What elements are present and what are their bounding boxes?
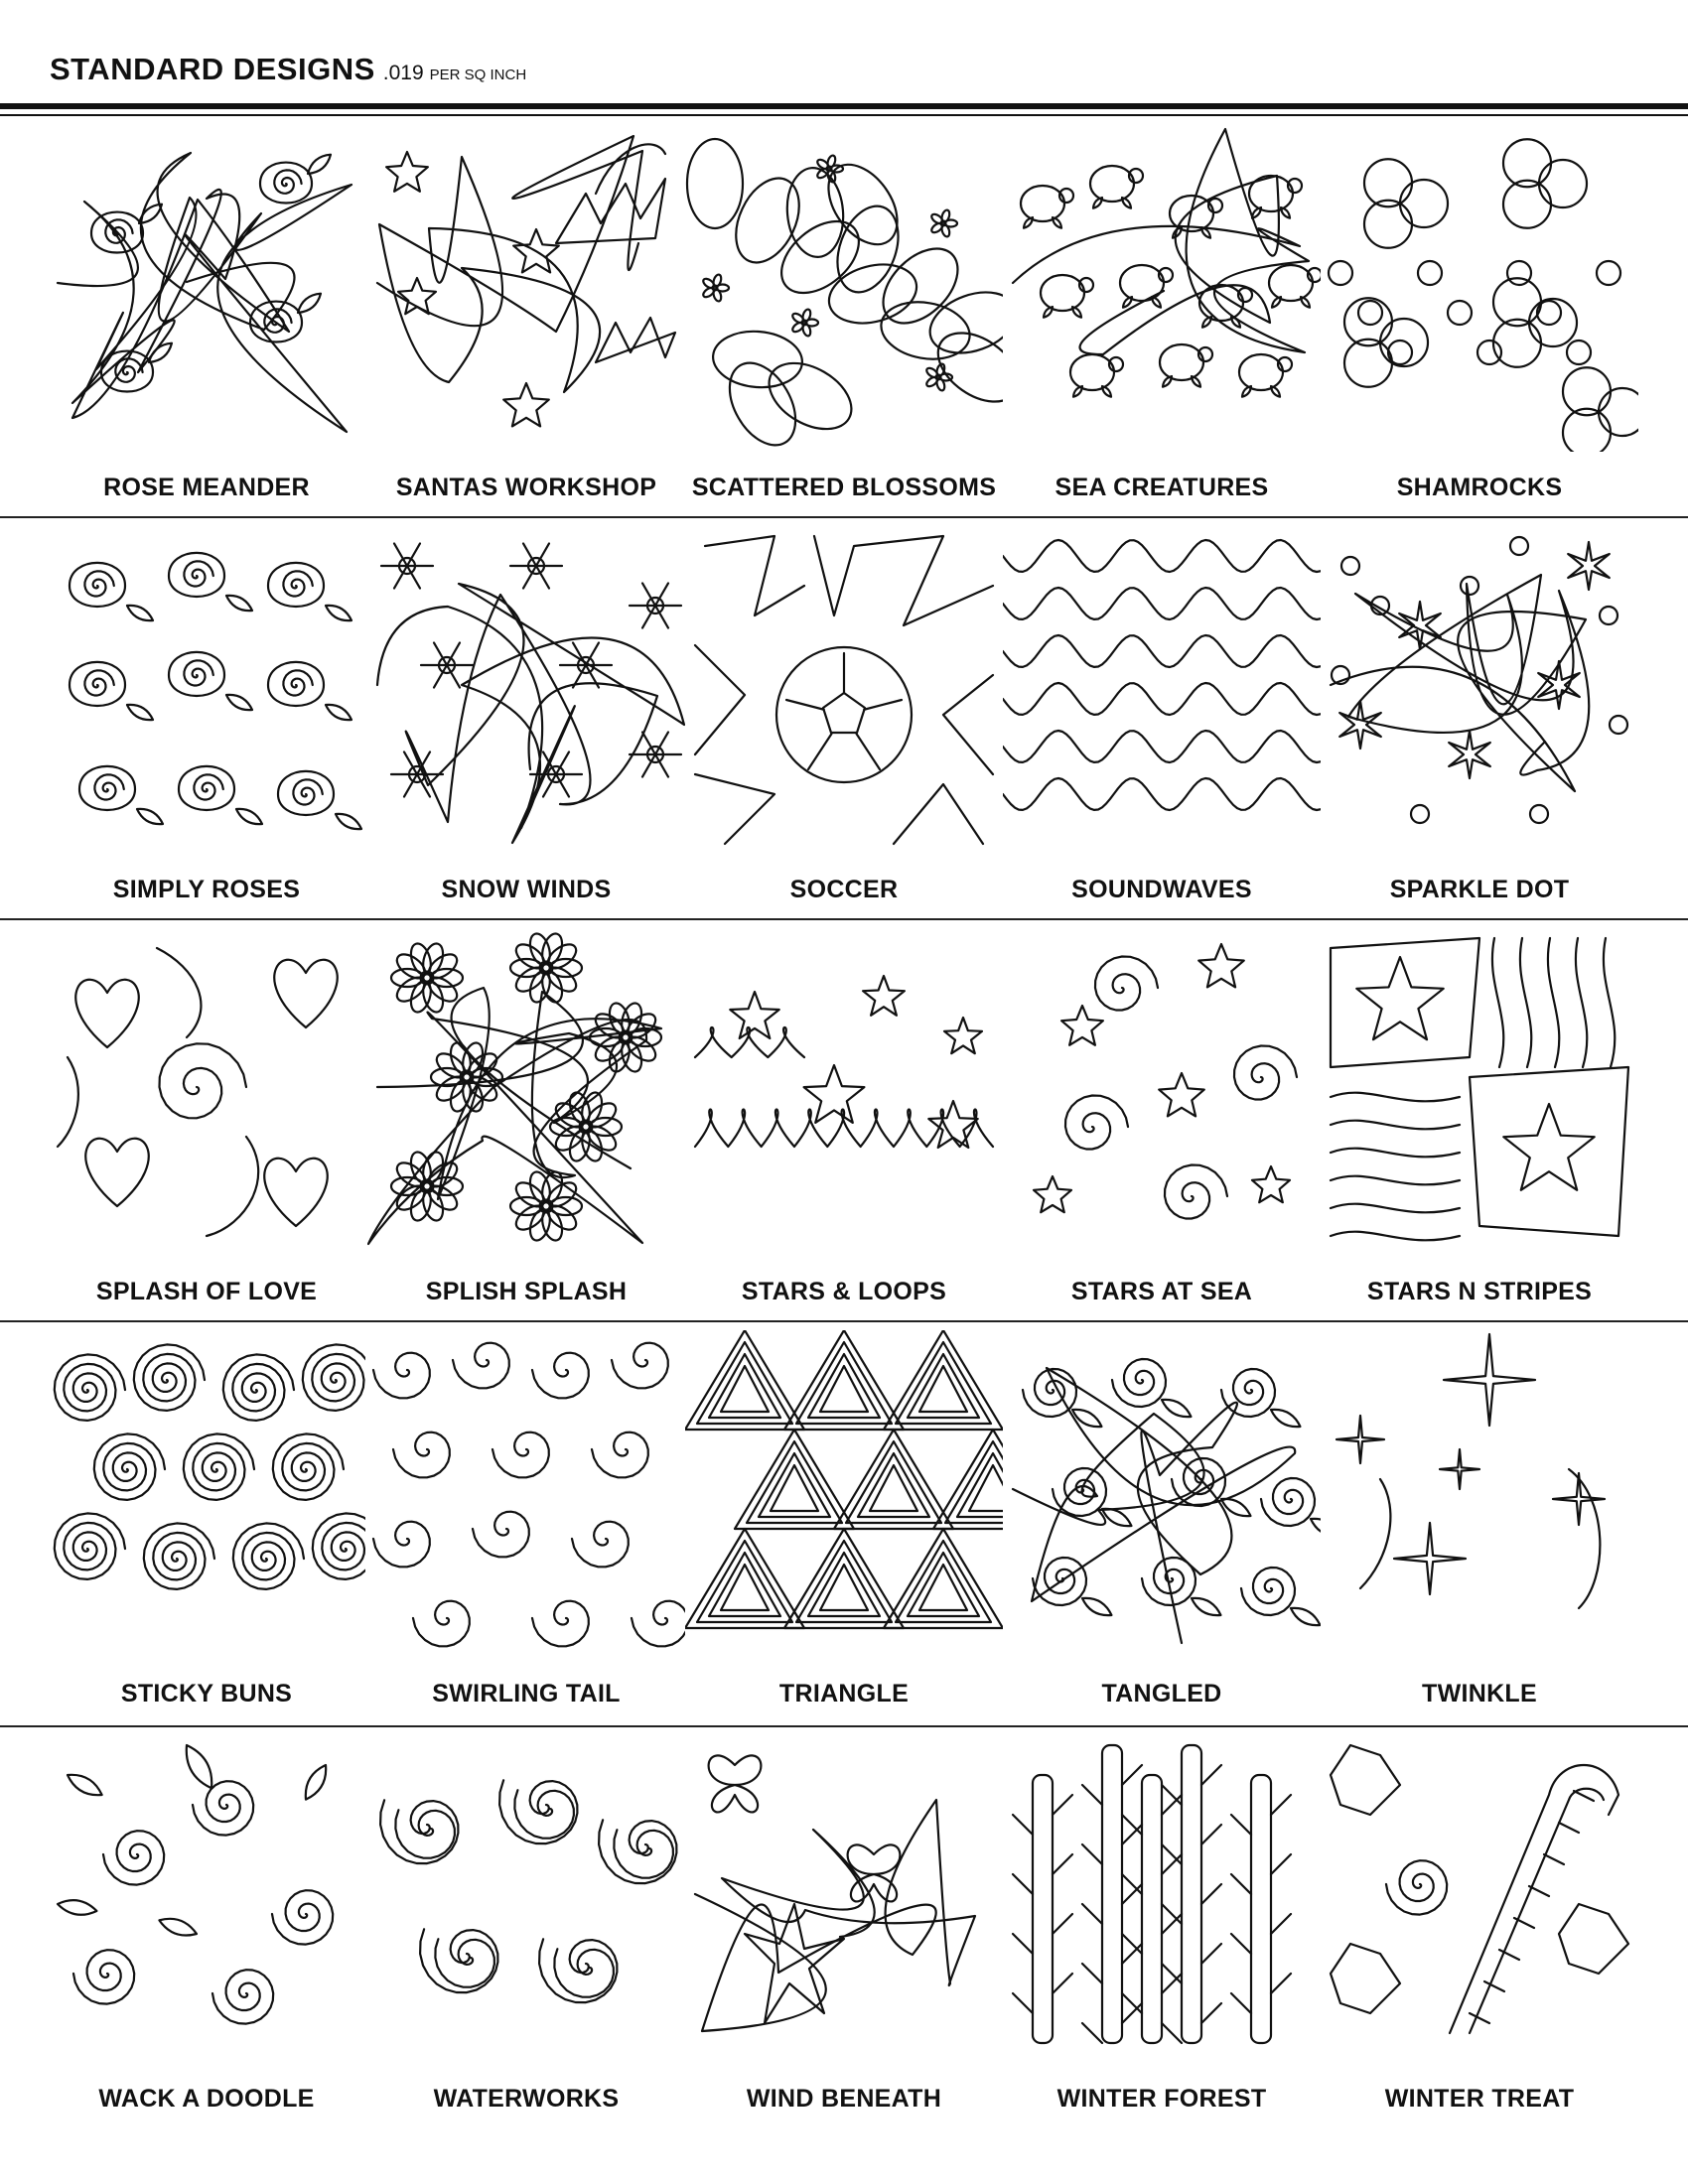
rose-meander-pattern-icon (48, 124, 365, 452)
design-name: SEA CREATURES (1055, 474, 1269, 501)
design-tile (48, 1735, 365, 2113)
design-name: SPLASH OF LOVE (95, 1278, 318, 1305)
splish-splash-pattern-icon (367, 928, 685, 1256)
design-name: SIMPLY ROSES (112, 876, 301, 903)
design-tile (1321, 526, 1638, 903)
design-tile (1321, 1735, 1638, 2113)
winter-forest-pattern-icon (1003, 1735, 1321, 2063)
row-separator (0, 1320, 1688, 1322)
page-header (50, 52, 526, 101)
design-tile (367, 124, 685, 501)
design-tile (685, 124, 1003, 501)
design-name: SOUNDWAVES (1071, 876, 1252, 903)
design-tile (1003, 124, 1321, 501)
header-rule-thick (0, 103, 1688, 109)
triangle-pattern-icon (685, 1330, 1003, 1658)
design-tile (1321, 1330, 1638, 1707)
soccer-pattern-icon (685, 526, 1003, 854)
design-tile (367, 1735, 685, 2113)
row-separator (0, 516, 1688, 518)
design-name: TRIANGLE (778, 1680, 910, 1707)
design-name: STARS & LOOPS (741, 1278, 947, 1305)
design-name: TANGLED (1101, 1680, 1222, 1707)
design-tile (367, 526, 685, 903)
design-tile (1003, 928, 1321, 1305)
design-name: WINTER TREAT (1384, 2085, 1575, 2113)
row-separator (0, 1725, 1688, 1727)
design-name: SANTAS WORKSHOP (395, 474, 657, 501)
design-tile (48, 1330, 365, 1707)
scattered-blossoms-pattern-icon (685, 124, 1003, 452)
row-separator (0, 918, 1688, 920)
twinkle-pattern-icon (1321, 1330, 1638, 1658)
design-name: WIND BENEATH (746, 2085, 942, 2113)
design-tile (48, 526, 365, 903)
design-tile (685, 1735, 1003, 2113)
design-name: SPLISH SPLASH (425, 1278, 628, 1305)
stars-n-stripes-pattern-icon (1321, 928, 1638, 1256)
design-tile (1003, 1330, 1321, 1707)
design-tile (685, 928, 1003, 1305)
design-tile (685, 1330, 1003, 1707)
design-name: STARS N STRIPES (1366, 1278, 1593, 1305)
design-tile (1003, 526, 1321, 903)
design-tile (367, 928, 685, 1305)
design-name: SOCCER (789, 876, 899, 903)
stars-at-sea-pattern-icon (1003, 928, 1321, 1256)
design-name: SNOW WINDS (441, 876, 612, 903)
design-name: STICKY BUNS (120, 1680, 293, 1707)
sparkle-dot-pattern-icon (1321, 526, 1638, 854)
design-name: WACK A DOODLE (98, 2085, 315, 2113)
design-tile (1321, 928, 1638, 1305)
swirling-tail-pattern-icon (367, 1330, 685, 1658)
stars-and-loops-pattern-icon (685, 928, 1003, 1256)
sticky-buns-pattern-icon (48, 1330, 365, 1658)
design-tile (367, 1330, 685, 1707)
winter-treat-pattern-icon (1321, 1735, 1638, 2063)
design-tile (1003, 1735, 1321, 2113)
design-name: WINTER FOREST (1056, 2085, 1267, 2113)
page-title: STANDARD DESIGNS (50, 52, 375, 86)
sea-creatures-pattern-icon (1003, 124, 1321, 452)
wack-a-doodle-pattern-icon (48, 1735, 365, 2063)
design-tile (48, 124, 365, 501)
header-rule-thin (0, 114, 1688, 116)
price-unit: PER SQ INCH (429, 67, 527, 83)
price-value: .019 (382, 62, 424, 84)
shamrocks-pattern-icon (1321, 124, 1638, 452)
design-name: ROSE MEANDER (103, 474, 310, 501)
design-name: SHAMROCKS (1396, 474, 1563, 501)
soundwaves-pattern-icon (1003, 526, 1321, 854)
simply-roses-pattern-icon (48, 526, 365, 854)
design-name: TWINKLE (1422, 1680, 1537, 1707)
design-tile (48, 928, 365, 1305)
wind-beneath-pattern-icon (685, 1735, 1003, 2063)
design-name: SWIRLING TAIL (432, 1680, 621, 1707)
design-tile (1321, 124, 1638, 501)
santas-workshop-pattern-icon (367, 124, 685, 452)
design-name: SPARKLE DOT (1389, 876, 1570, 903)
snow-winds-pattern-icon (367, 526, 685, 854)
splash-of-love-pattern-icon (48, 928, 365, 1256)
waterworks-pattern-icon (367, 1735, 685, 2063)
design-name: SCATTERED BLOSSOMS (691, 474, 997, 501)
design-name: STARS AT SEA (1070, 1278, 1253, 1305)
design-name: WATERWORKS (433, 2085, 620, 2113)
tangled-pattern-icon (1003, 1330, 1321, 1658)
design-tile (685, 526, 1003, 903)
